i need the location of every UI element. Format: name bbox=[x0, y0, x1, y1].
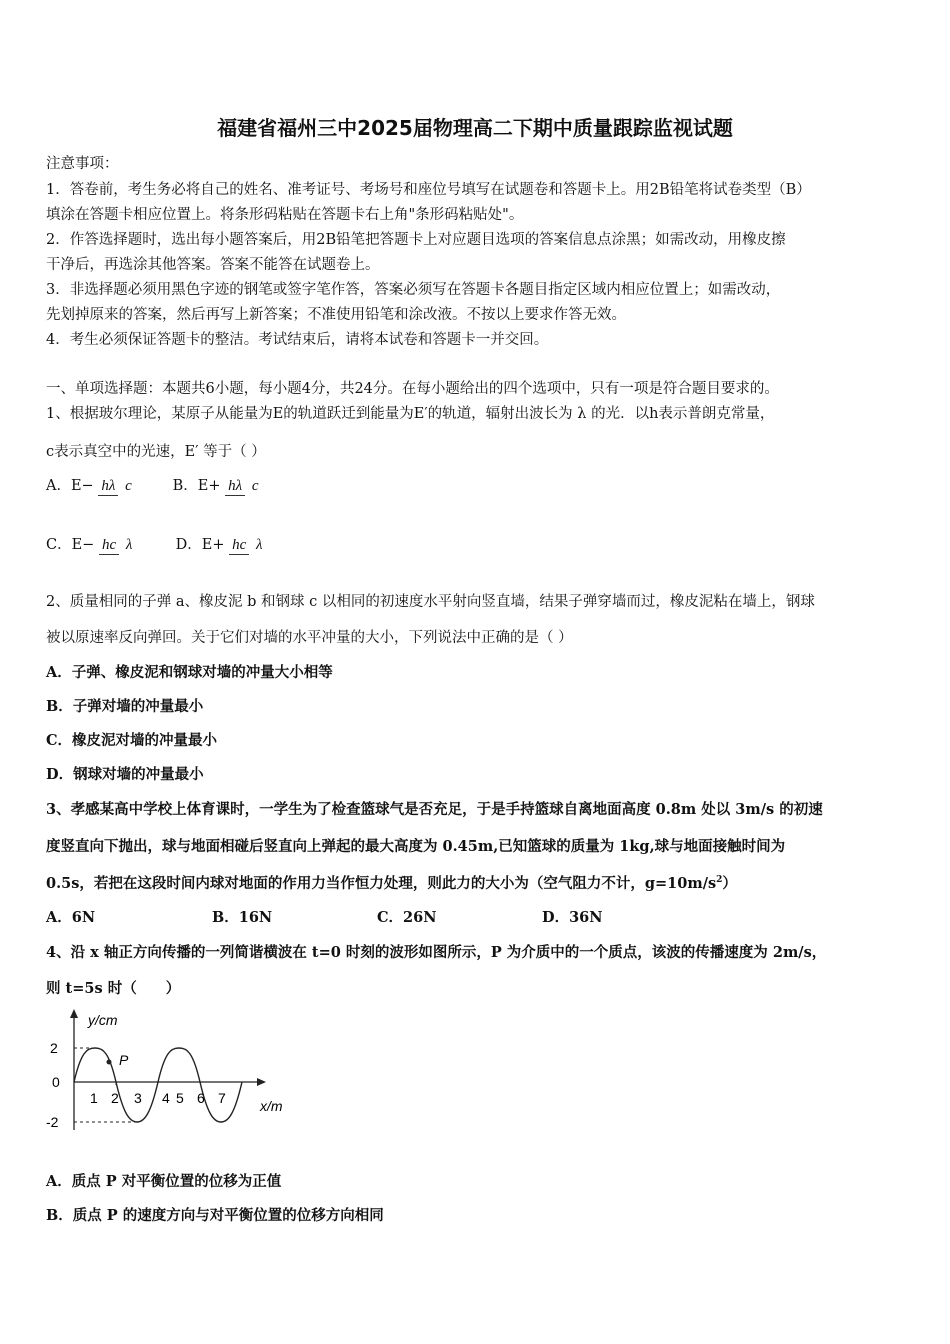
q1-option-c-denominator: λ bbox=[125, 536, 133, 553]
x-tick-6: 6 bbox=[197, 1090, 205, 1106]
q1-option-d-numerator: hc bbox=[229, 536, 249, 555]
q1-option-b bbox=[173, 474, 262, 496]
q3-option-c: C．26N bbox=[377, 909, 437, 926]
notice-line-3: 2．作答选择题时，选出每小题答案后，用2B铅笔把答题卡上对应题目选项的答案信息点涂黑；如需改动，用橡皮擦 bbox=[46, 232, 786, 248]
q4-option-b: B．质点 P 的速度方向与对平衡位置的位移方向相同 bbox=[46, 1207, 384, 1224]
y-tick-neg2: -2 bbox=[46, 1114, 59, 1130]
x-axis-arrow bbox=[257, 1078, 266, 1086]
notice-line-1: 1．答卷前，考生务必将自己的姓名、准考证号、考场号和座位号填写在试题卷和答题卡上。用2B铅笔将试卷类型（B） bbox=[46, 182, 811, 198]
q4-stem-line-1: 4、沿 x 轴正方向传播的一列简谐横波在 t=0 时刻的波形如图所示，P 为介质中的一个质点，该波的传播速度为 2m/s， bbox=[46, 944, 827, 961]
q3-option-b: B．16N bbox=[212, 909, 273, 926]
q4-option-a: A．质点 P 对平衡位置的位移为正值 bbox=[46, 1173, 282, 1190]
q1-option-d-fraction bbox=[229, 536, 265, 555]
q1-option-b-numerator: hλ bbox=[225, 477, 245, 496]
x-tick-7: 7 bbox=[218, 1090, 226, 1106]
q1-option-b-label: B．E+ bbox=[172, 478, 221, 494]
q1-option-b-fraction bbox=[225, 477, 261, 496]
y-axis-arrow bbox=[70, 1009, 78, 1018]
x-axis-label: x/m bbox=[260, 1098, 283, 1114]
y-tick-2: 2 bbox=[50, 1040, 58, 1056]
point-p-label: P bbox=[119, 1052, 129, 1068]
x-tick-3: 3 bbox=[134, 1090, 142, 1106]
wave-curve bbox=[74, 1048, 242, 1122]
notice-line-6: 先划掉原来的答案，然后再写上新答案；不准使用铅笔和涂改液。不按以上要求作答无效。 bbox=[46, 307, 626, 323]
notice-line-7: 4．考生必须保证答题卡的整洁。考试结束后，请将本试卷和答题卡一并交回。 bbox=[46, 332, 549, 348]
section-heading: 一、单项选择题：本题共6小题，每小题4分，共24分。在每小题给出的四个选项中，只有一项是符合题目要求的。 bbox=[46, 381, 779, 397]
notice-line-4: 干净后，再选涂其他答案。答案不能答在试题卷上。 bbox=[46, 257, 380, 273]
q2-option-b: B．子弹对墙的冲量最小 bbox=[46, 698, 204, 715]
notice-line-5: 3．非选择题必须用黑色字迹的钢笔或签字笔作答，答案必须写在答题卡各题目指定区域内相应位置上；如需改动， bbox=[46, 282, 781, 298]
q1-options-row-2 bbox=[46, 533, 266, 555]
q2-option-c: C．橡皮泥对墙的冲量最小 bbox=[46, 732, 218, 749]
point-p bbox=[107, 1060, 112, 1065]
q1-options-row-1 bbox=[46, 474, 262, 496]
q3-superscript: 2 bbox=[716, 875, 723, 886]
q1-option-a-numerator: hλ bbox=[98, 477, 118, 496]
x-tick-4: 4 bbox=[162, 1090, 170, 1106]
y-axis-label: y/cm bbox=[88, 1012, 118, 1028]
q1-option-b-denominator: c bbox=[251, 477, 259, 494]
q1-option-c-numerator: hc bbox=[99, 536, 119, 555]
notice-line-2: 填涂在答题卡相应位置上。将条形码粘贴在答题卡右上角"条形码粘贴处"。 bbox=[46, 207, 524, 223]
q1-option-c-label: C．E− bbox=[46, 537, 95, 553]
q2-option-d: D．钢球对墙的冲量最小 bbox=[46, 766, 204, 783]
q1-option-d-label: D．E+ bbox=[175, 537, 225, 553]
q3-stem-line-1: 3、孝感某高中学校上体育课时，一学生为了检查篮球气是否充足，于是手持篮球自离地面高度 0.8m 处以 3m/s 的初速 bbox=[46, 801, 823, 818]
q1-option-c-fraction bbox=[99, 536, 135, 555]
q1-option-d-denominator: λ bbox=[256, 536, 263, 553]
q2-stem-line-1: 2、质量相同的子弹 a、橡皮泥 b 和钢球 c 以相同的初速度水平射向竖直墙，结果子弹穿墙而过，橡皮泥粘在墙上，钢球 bbox=[46, 594, 815, 610]
q2-option-a: A．子弹、橡皮泥和钢球对墙的冲量大小相等 bbox=[46, 664, 333, 681]
q3-option-a: A．6N bbox=[46, 909, 96, 926]
exam-title: 福建省福州三中2025届物理高二下期中质量跟踪监视试题 bbox=[217, 116, 733, 140]
q1-option-c bbox=[46, 533, 171, 555]
q3-stem-line-3-text: 0.5s，若把在这段时间内球对地面的作用力当作恒力处理，则此力的大小为（空气阻力不计，g=10m/s bbox=[46, 875, 717, 892]
y-tick-0: 0 bbox=[52, 1074, 60, 1090]
q3-stem-line-3 bbox=[46, 872, 737, 893]
q1-option-a-label: A．E− bbox=[46, 478, 94, 494]
x-tick-1: 1 bbox=[90, 1090, 98, 1106]
q4-stem-line-2: 则 t=5s 时（ ） bbox=[46, 980, 181, 997]
wave-graph bbox=[40, 1005, 300, 1135]
q2-stem-line-2: 被以原速率反向弹回。关于它们对墙的水平冲量的大小，下列说法中正确的是（ ） bbox=[46, 630, 573, 646]
notice-heading: 注意事项： bbox=[46, 156, 119, 172]
q1-option-a bbox=[46, 474, 168, 496]
q3-option-d: D．36N bbox=[542, 909, 603, 926]
x-tick-5: 5 bbox=[176, 1090, 184, 1106]
q1-option-a-denominator: c bbox=[125, 477, 132, 494]
q1-option-a-fraction bbox=[98, 477, 134, 496]
q1-option-d bbox=[176, 533, 266, 555]
q3-stem-line-2: 度竖直向下抛出，球与地面相碰后竖直向上弹起的最大高度为 0.45m,已知篮球的质量为 1kg,球与地面接触时间为 bbox=[46, 838, 786, 855]
q1-stem-line-2: c表示真空中的光速，E′ 等于（ ） bbox=[46, 444, 266, 460]
q3-stem-line-3-end: ） bbox=[722, 875, 737, 892]
x-tick-2: 2 bbox=[111, 1090, 119, 1106]
q1-stem-line-1: 1、根据玻尔理论，某原子从能量为E的轨道跃迁到能量为E′的轨道，辐射出波长为 λ 的光．以h表示普朗克常量， bbox=[46, 406, 775, 422]
